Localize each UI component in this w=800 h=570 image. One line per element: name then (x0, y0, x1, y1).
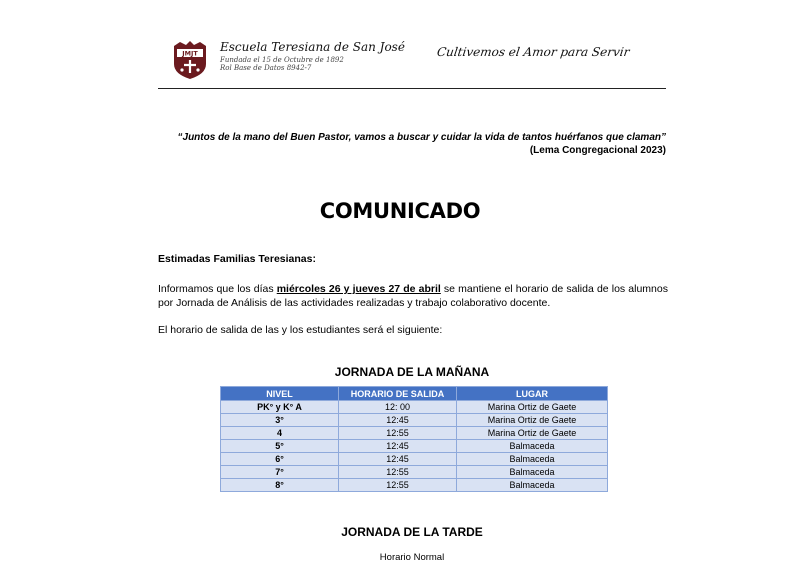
cell-nivel: 3° (221, 414, 339, 427)
cell-horario: 12:55 (339, 479, 457, 492)
motto-source: (Lema Congregacional 2023) (529, 145, 666, 156)
cell-lugar: Balmaceda (457, 466, 608, 479)
greeting: Estimadas Familias Teresianas: (158, 253, 316, 265)
column-header-nivel: NIVEL (221, 387, 339, 401)
table-row (221, 427, 608, 440)
column-header-lugar: LUGAR (457, 387, 608, 401)
cell-nivel: PK° y K° A (221, 401, 339, 414)
cell-nivel: 7° (221, 466, 339, 479)
cell-horario: 12:45 (339, 440, 457, 453)
cell-lugar: Marina Ortiz de Gaete (457, 414, 608, 427)
afternoon-section-title: JORNADA DE LA TARDE (341, 525, 483, 539)
table-row (221, 401, 608, 414)
morning-section-title: JORNADA DE LA MAÑANA (334, 365, 490, 379)
cell-nivel: 4 (221, 427, 339, 440)
cell-horario: 12:55 (339, 466, 457, 479)
cell-lugar: Balmaceda (457, 440, 608, 453)
table-header-row (221, 387, 608, 401)
announcement-paragraph (158, 282, 668, 310)
crest-lettering: JMJT (182, 49, 198, 58)
paragraph-text-end: se mantiene el horario de salida de los alumnos por Jornada de Análisis de las actividades realizadas y trabajo colaborativo docente. (158, 283, 668, 309)
column-header-horario: HORARIO DE SALIDA (339, 387, 457, 401)
table-row (221, 479, 608, 492)
motto-quote: “Juntos de la mano del Buen Pastor, vamos a buscar y cuidar la vida de tantos huérfanos que claman” (177, 132, 666, 143)
cell-horario: 12: 00 (339, 401, 457, 414)
school-rbd: Rol Base de Datos 8942-7 (220, 64, 312, 72)
school-founded: Fundada el 15 de Octubre de 1892 (220, 56, 344, 64)
school-info (220, 41, 405, 72)
morning-schedule-table (220, 386, 608, 492)
table-row (221, 466, 608, 479)
school-name: Escuela Teresiana de San José (220, 40, 405, 54)
cell-lugar: Balmaceda (457, 479, 608, 492)
table-row (221, 414, 608, 427)
cell-nivel: 5° (221, 440, 339, 453)
document-title: COMUNICADO (319, 199, 481, 223)
schedule-intro: El horario de salida de las y los estudiantes será el siguiente: (158, 324, 443, 336)
handwritten-motto: Cultivemos el Amor para Servir (436, 45, 631, 59)
cell-horario: 12:55 (339, 427, 457, 440)
cell-lugar: Balmaceda (457, 453, 608, 466)
afternoon-schedule-note: Horario Normal (379, 552, 445, 563)
school-crest-logo (172, 40, 208, 80)
cell-horario: 12:45 (339, 453, 457, 466)
paragraph-text-start: Informamos que los días (158, 283, 277, 295)
table-row (221, 440, 608, 453)
table-row (221, 453, 608, 466)
cell-nivel: 6° (221, 453, 339, 466)
cell-nivel: 8° (221, 479, 339, 492)
cell-lugar: Marina Ortiz de Gaete (457, 427, 608, 440)
paragraph-dates-highlight: miércoles 26 y jueves 27 de abril (276, 283, 441, 295)
congregational-motto (178, 131, 666, 157)
cell-lugar: Marina Ortiz de Gaete (457, 401, 608, 414)
cell-horario: 12:45 (339, 414, 457, 427)
header-divider (158, 88, 666, 89)
